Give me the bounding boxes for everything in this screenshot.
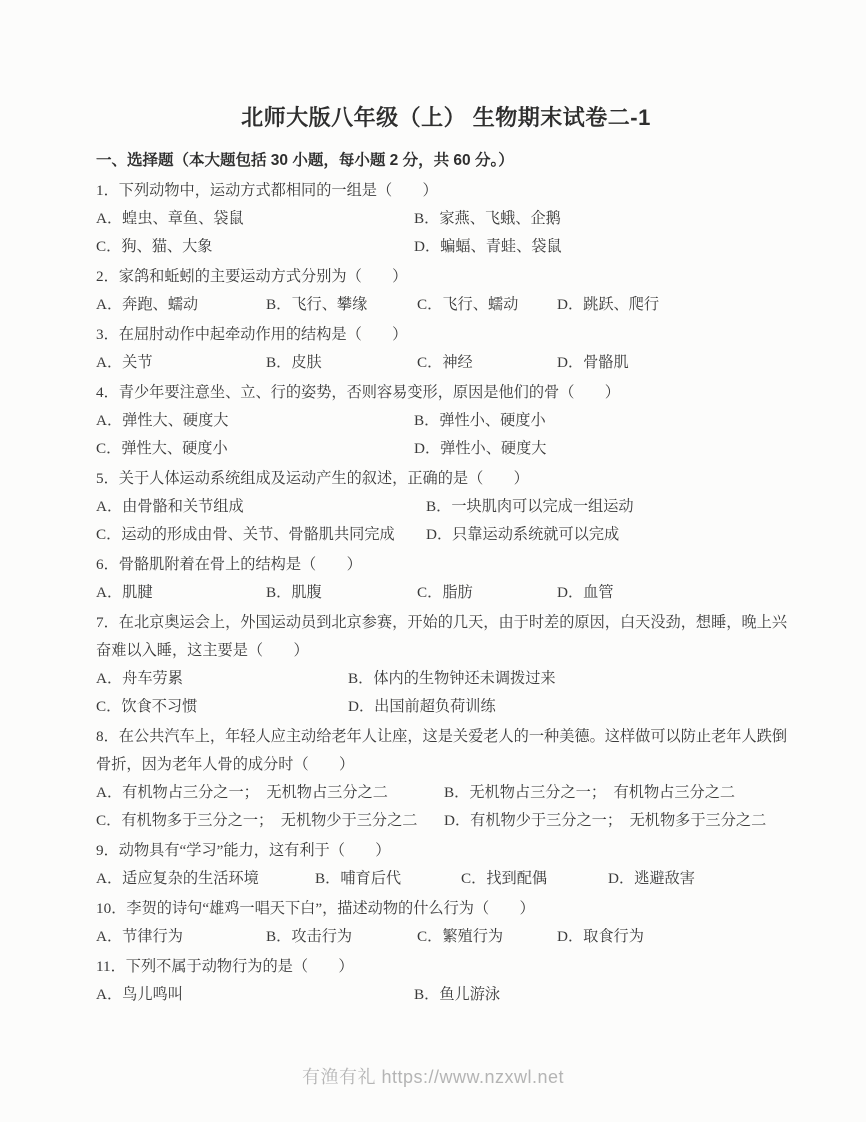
question-2: [96, 263, 796, 319]
question-9-stem: 9．动物具有“学习”能力，这有利于（ ）: [96, 842, 391, 859]
option-b: B．飞行、攀缘: [266, 296, 368, 313]
question-10-option-row: [96, 923, 796, 951]
question-5: [96, 465, 796, 549]
option-c: C．神经: [417, 354, 473, 371]
option-d: D．弹性小、硬度大: [414, 440, 547, 457]
option-c: C．找到配偶: [461, 870, 548, 887]
option-b: B．家燕、飞蛾、企鹅: [414, 210, 561, 227]
option-d: D．取食行为: [557, 928, 644, 945]
option-a: A．弹性大、硬度大: [96, 412, 229, 429]
question-2-option-row: [96, 291, 796, 319]
option-b: B．哺育后代: [315, 870, 402, 887]
question-9-option-row: [96, 865, 796, 893]
option-b: B．无机物占三分之一； 有机物占三分之二: [444, 784, 736, 801]
option-a: A．关节: [96, 354, 153, 371]
question-9: [96, 837, 796, 893]
question-4: [96, 379, 796, 463]
question-5-option-row: [96, 493, 796, 521]
option-c: C．弹性大、硬度小: [96, 440, 228, 457]
question-1-option-row: [96, 205, 796, 233]
option-c: C．运动的形成由骨、关节、骨骼肌共同完成: [96, 526, 395, 543]
option-a: A．肌腱: [96, 584, 153, 601]
question-4-stem: 4．青少年要注意坐、立、行的姿势，否则容易变形，原因是他们的骨（ ）: [96, 384, 620, 401]
option-c: C．脂肪: [417, 584, 473, 601]
question-4-option-row: [96, 435, 796, 463]
option-c: C．狗、猫、大象: [96, 238, 213, 255]
question-3-option-row: [96, 349, 796, 377]
option-a: A．鸟儿鸣叫: [96, 986, 183, 1003]
option-b: B．皮肤: [266, 354, 322, 371]
question-8-option-row: [96, 807, 796, 835]
question-7: [96, 609, 796, 721]
question-1-stem: 1．下列动物中，运动方式都相同的一组是（ ）: [96, 182, 438, 199]
question-8-option-row: [96, 779, 796, 807]
option-d: D．逃避敌害: [608, 870, 695, 887]
option-a: A．适应复杂的生活环境: [96, 870, 259, 887]
option-a: A．节律行为: [96, 928, 183, 945]
option-a: A．奔跑、蠕动: [96, 296, 199, 313]
option-a: A．舟车劳累: [96, 670, 183, 687]
option-b: B．体内的生物钟还未调拨过来: [348, 670, 556, 687]
question-8-stem: 8．在公共汽车上，年轻人应主动给老年人让座，这是关爱老人的一种美德。这样做可以防止老年人跌倒骨折，因为老年人骨的成分时（ ）: [96, 728, 788, 773]
option-d: D．蝙蝠、青蛙、袋鼠: [414, 238, 562, 255]
option-a: A．由骨骼和关节组成: [96, 498, 244, 515]
question-11-option-row: [96, 981, 796, 1009]
question-10-stem: 10．李贺的诗句“雄鸡一唱天下白”，描述动物的什么行为（ ）: [96, 900, 535, 917]
option-b: B．攻击行为: [266, 928, 353, 945]
question-3-stem: 3．在屈肘动作中起牵动作用的结构是（ ）: [96, 326, 408, 343]
option-d: D．跳跃、爬行: [557, 296, 660, 313]
option-b: B．一块肌肉可以完成一组运动: [426, 498, 634, 515]
watermark-footer: 有渔有礼 https://www.nzxwl.net: [301, 1067, 565, 1087]
option-c: C．有机物多于三分之一； 无机物少于三分之二: [96, 812, 418, 829]
question-5-stem: 5．关于人体运动系统组成及运动产生的叙述，正确的是（ ）: [96, 470, 529, 487]
option-b: B．肌腹: [266, 584, 322, 601]
option-a: A．蝗虫、章鱼、袋鼠: [96, 210, 244, 227]
question-1: [96, 177, 796, 261]
question-10: [96, 895, 796, 951]
option-b: B．鱼儿游泳: [414, 986, 501, 1003]
question-6-stem: 6．骨骼肌附着在骨上的结构是（ ）: [96, 556, 362, 573]
option-d: D．只靠运动系统就可以完成: [426, 526, 620, 543]
option-b: B．弹性小、硬度小: [414, 412, 546, 429]
question-7-option-row: [96, 693, 796, 721]
option-d: D．血管: [557, 584, 614, 601]
question-8: [96, 723, 796, 835]
question-2-stem: 2．家鸽和蚯蚓的主要运动方式分别为（ ）: [96, 268, 408, 285]
question-5-option-row: [96, 521, 796, 549]
option-c: C．繁殖行为: [417, 928, 504, 945]
option-c: C．饮食不习惯: [96, 698, 198, 715]
exam-content: [96, 102, 796, 1009]
option-c: C．飞行、蠕动: [417, 296, 519, 313]
section-header: 一、选择题（本大题包括 30 小题，每小题 2 分，共 60 分。）: [96, 152, 514, 169]
question-6: [96, 551, 796, 607]
page-title: 北师大版八年级（上） 生物期末试卷二-1: [241, 105, 651, 130]
option-d: D．有机物少于三分之一； 无机物多于三分之二: [444, 812, 767, 829]
question-4-option-row: [96, 407, 796, 435]
question-11: [96, 953, 796, 1009]
question-11-stem: 11．下列不属于动物行为的是（ ）: [96, 958, 354, 975]
question-3: [96, 321, 796, 377]
option-d: D．出国前超负荷训练: [348, 698, 496, 715]
option-d: D．骨骼肌: [557, 354, 629, 371]
question-1-option-row: [96, 233, 796, 261]
question-7-stem: 7．在北京奥运会上，外国运动员到北京参赛，开始的几天，由于时差的原因，白天没劲，想睡，晚上兴奋难以入睡，这主要是（ ）: [96, 614, 788, 659]
question-7-option-row: [96, 665, 796, 693]
question-6-option-row: [96, 579, 796, 607]
option-a: A．有机物占三分之一； 无机物占三分之二: [96, 784, 388, 801]
